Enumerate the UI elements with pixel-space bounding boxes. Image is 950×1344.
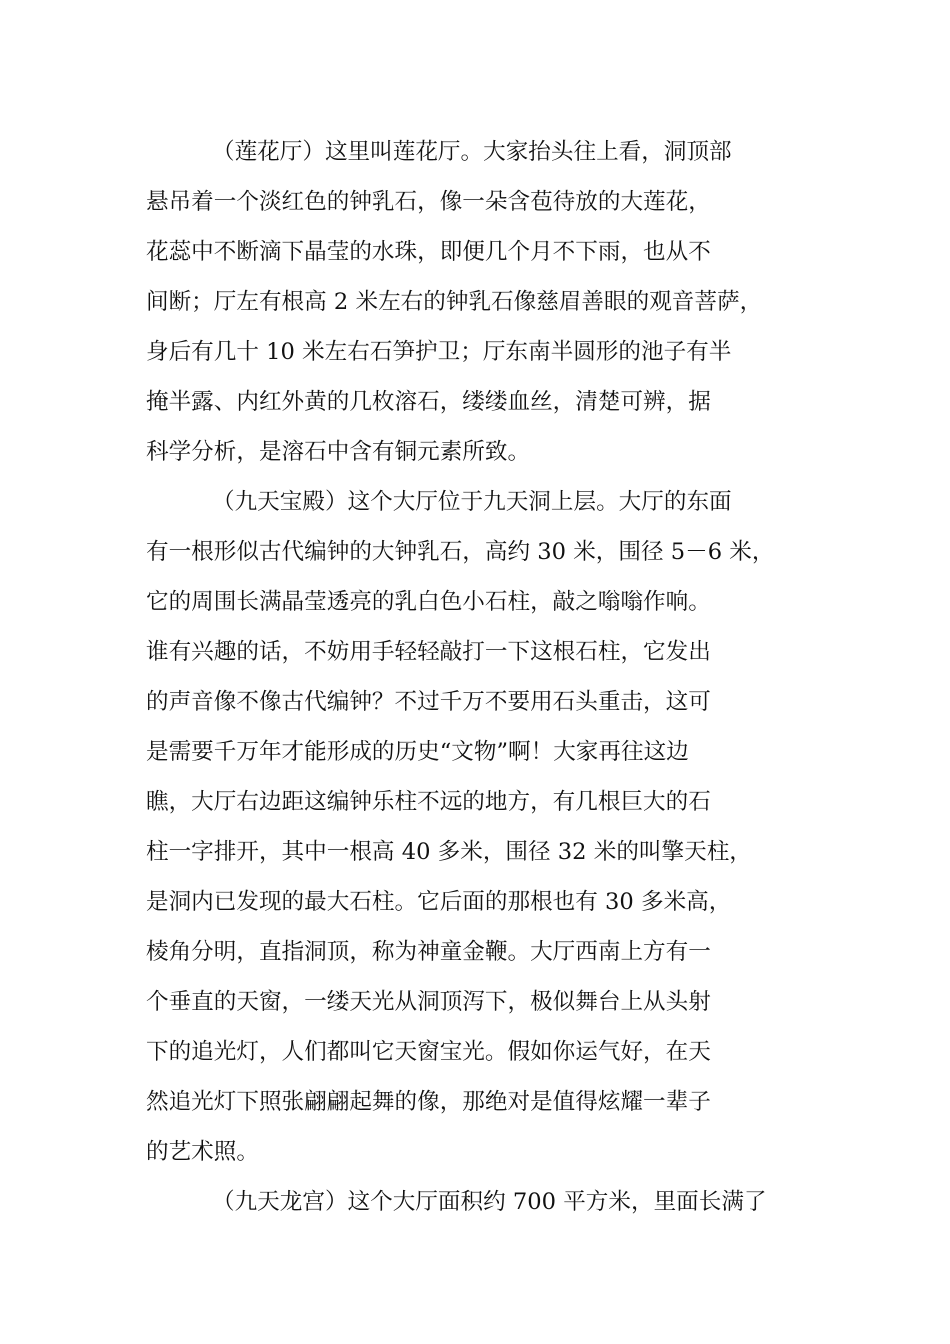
paragraph-2-line-6: 是需要千万年才能形成的历史“文物”啊！大家再往这边	[146, 739, 689, 765]
paragraph-2-line-8: 柱一字排开，其中一根高 40 多米，围径 32 米的叫擎天柱，	[146, 839, 752, 865]
paragraph-1-line-1: （莲花厅）这里叫莲花厅。大家抬头往上看，洞顶部	[212, 139, 732, 165]
paragraph-2-line-2: 有一根形似古代编钟的大钟乳石，高约 30 米，围径 5－6 米，	[146, 539, 775, 565]
paragraph-2-line-4: 谁有兴趣的话，不妨用手轻轻敲打一下这根石柱，它发出	[146, 639, 711, 665]
paragraph-2-line-12: 下的追光灯，人们都叫它天窗宝光。假如你运气好，在天	[146, 1039, 711, 1065]
paragraph-3-line-1: （九天龙宫）这个大厅面积约 700 平方米，里面长满了	[212, 1189, 767, 1215]
paragraph-1-line-5: 身后有几十 10 米左右石笋护卫；厅东南半圆形的池子有半	[146, 339, 732, 365]
paragraph-2-line-3: 它的周围长满晶莹透亮的乳白色小石柱，敲之嗡嗡作响。	[146, 589, 711, 615]
paragraph-2-line-1: （九天宝殿）这个大厅位于九天洞上层。大厅的东面	[212, 489, 732, 515]
paragraph-2-line-7: 瞧，大厅右边距这编钟乐柱不远的地方，有几根巨大的石	[146, 789, 711, 815]
paragraph-1-line-7: 科学分析，是溶石中含有铜元素所致。	[146, 439, 531, 465]
paragraph-2-line-13: 然追光灯下照张翩翩起舞的像，那绝对是值得炫耀一辈子	[146, 1089, 711, 1115]
paragraph-1-line-6: 掩半露、内红外黄的几枚溶石，缕缕血丝，清楚可辨，据	[146, 389, 711, 415]
paragraph-2-line-11: 个垂直的天窗，一缕天光从洞顶泻下，极似舞台上从头射	[146, 989, 711, 1015]
paragraph-2-line-10: 棱角分明，直指洞顶，称为神童金鞭。大厅西南上方有一	[146, 939, 711, 965]
paragraph-2-line-9: 是洞内已发现的最大石柱。它后面的那根也有 30 多米高，	[146, 889, 732, 915]
paragraph-1-line-2: 悬吊着一个淡红色的钟乳石，像一朵含苞待放的大莲花，	[146, 189, 711, 215]
paragraph-1-line-4: 间断；厅左有根高 2 米左右的钟乳石像慈眉善眼的观音菩萨，	[146, 289, 763, 315]
paragraph-2-line-14: 的艺术照。	[146, 1139, 259, 1165]
paragraph-2-line-5: 的声音像不像古代编钟？不过千万不要用石头重击，这可	[146, 689, 711, 715]
paragraph-1-line-3: 花蕊中不断滴下晶莹的水珠，即便几个月不下雨，也从不	[146, 239, 711, 265]
